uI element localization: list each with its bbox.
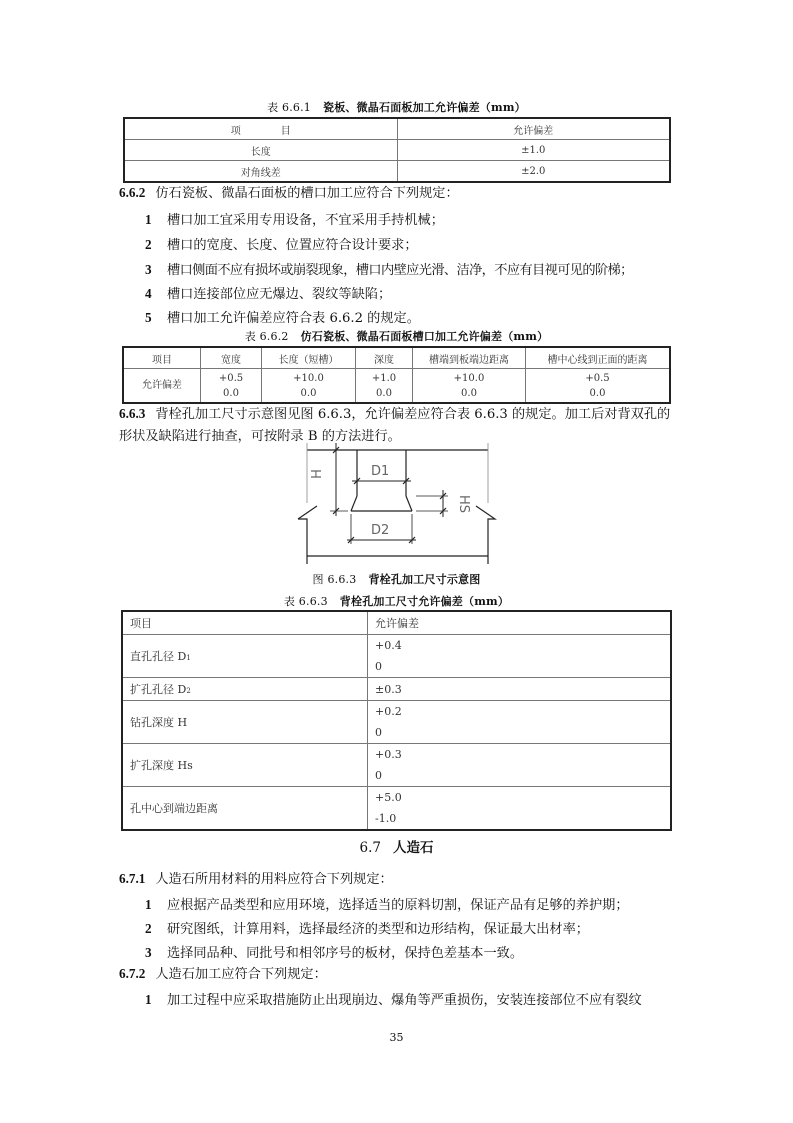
item-text: 槽口的宽度、长度、位置应符合设计要求；	[167, 238, 418, 253]
caption-number: 图 6.6.3	[312, 573, 357, 586]
table-6-6-2	[122, 346, 671, 404]
page-number: 35	[389, 1031, 404, 1044]
table-cell	[368, 678, 672, 701]
table-header-row	[123, 347, 670, 369]
header-cell: 长度（短槽）	[262, 347, 356, 369]
list-item	[145, 259, 685, 278]
clause-number: 6.6.3	[119, 406, 146, 421]
table-cell: 钻孔深度 H	[122, 701, 368, 744]
item-text: 研究图纸，计算用料，选择最经济的类型和边形结构，保证最大出材率；	[167, 922, 589, 937]
item-name: 扩孔孔径 D	[130, 683, 187, 696]
item-number: 5	[145, 310, 152, 325]
clause-text: 人造石所用材料的用料应符合下列规定：	[155, 872, 393, 887]
caption-title: 仿石瓷板、微晶石面板槽口加工允许偏差（mm）	[300, 330, 549, 343]
list-item	[145, 283, 685, 302]
item-text: 槽口加工允许偏差应符合表 6.6.2 的规定。	[167, 311, 420, 326]
hs-label: HS	[456, 494, 471, 514]
caption-number: 表 6.6.2	[244, 330, 289, 343]
list-item	[145, 942, 685, 961]
table-cell: 孔中心到端边距离	[122, 787, 368, 831]
header-cell: 项目	[123, 347, 201, 369]
caption-number: 表 6.6.3	[283, 595, 328, 608]
list-item	[145, 209, 685, 228]
section-title: 人造石	[392, 840, 434, 856]
list-item	[145, 234, 685, 253]
item-text: 槽口侧面不应有损坏或崩裂现象，槽口内壁应光滑、洁净，不应有目视可见的阶梯；	[167, 263, 633, 278]
section-number: 6.7	[359, 840, 381, 856]
item-text: 槽口加工宜采用专用设备，不宜采用手持机械；	[167, 213, 444, 228]
table-cell	[122, 635, 368, 678]
header-cell: 允许偏差	[368, 611, 672, 635]
table-cell	[201, 369, 262, 404]
d2-label: D2	[371, 523, 390, 538]
table-row	[124, 140, 670, 161]
lower-value: 0	[375, 660, 382, 673]
table-header-row	[124, 118, 670, 140]
table-cell	[368, 787, 672, 831]
figure-6-6-3-drawing	[290, 440, 510, 570]
item-text: 选择同品种、同批号和相邻序号的板材，保持色差基本一致。	[167, 946, 524, 961]
item-text: 加工过程中应采取措施防止出现崩边、爆角等严重损伤，安装连接部位不应有裂纹	[167, 993, 642, 1008]
section-6-7-heading	[0, 836, 793, 856]
header-cell: 槽中心线到正面的距离	[526, 347, 671, 369]
table-cell	[413, 369, 526, 404]
lower-value: 0.0	[300, 387, 317, 399]
table-cell: 扩孔深度 Hs	[122, 744, 368, 787]
item-number: 2	[145, 237, 152, 252]
item-subscript: 1	[186, 654, 191, 662]
table-cell	[122, 678, 368, 701]
item-number: 1	[145, 897, 152, 912]
value: ±0.3	[375, 682, 402, 696]
table-6-6-2-caption	[0, 328, 793, 344]
item-number: 2	[145, 921, 152, 936]
clause-number: 6.7.2	[119, 966, 146, 981]
table-row	[122, 635, 671, 678]
table-cell	[368, 635, 672, 678]
left-lower-edge	[298, 519, 307, 564]
table-6-6-3-caption	[0, 593, 793, 609]
hole-right-flare	[406, 496, 412, 511]
lower-value: -1.0	[375, 812, 397, 825]
table-header-row	[122, 611, 671, 635]
table-cell: ±1.0	[397, 140, 670, 161]
table-cell	[526, 369, 671, 404]
lower-value: 0.0	[589, 387, 606, 399]
clause-6-7-1	[119, 868, 674, 891]
clause-number: 6.7.1	[119, 871, 146, 886]
upper-value: +0.5	[218, 372, 244, 384]
item-number: 1	[145, 212, 152, 227]
list-item	[145, 918, 685, 937]
list-item	[145, 989, 685, 1008]
upper-value: +0.4	[375, 639, 402, 652]
table-6-6-1	[123, 117, 671, 183]
item-number: 3	[145, 262, 151, 277]
item-name: 直孔孔径 D	[130, 650, 187, 663]
table-row	[124, 161, 670, 183]
item-subscript: 2	[186, 687, 191, 695]
lower-value: 0	[375, 726, 382, 739]
table-row	[122, 787, 671, 831]
upper-value: +5.0	[375, 791, 402, 804]
clause-text: 背栓孔加工尺寸示意图见图 6.6.3，允许偏差应符合表 6.6.3 的规定。加工后对背双孔的形状及缺陷进行抽查，可按附录 B 的方法进行。	[119, 407, 671, 444]
item-number: 1	[145, 992, 152, 1007]
header-cell: 项目	[122, 611, 368, 635]
caption-title: 瓷板、微晶石面板加工允许偏差（mm）	[323, 101, 526, 114]
lower-value: 0.0	[461, 387, 477, 399]
table-cell	[356, 369, 413, 404]
table-cell: 对角线差	[124, 161, 397, 183]
clause-number: 6.6.2	[119, 185, 146, 200]
h-label: H	[310, 469, 325, 479]
list-item	[145, 307, 685, 326]
lower-value: 0.0	[223, 387, 239, 399]
caption-title: 背栓孔加工尺寸允许偏差（mm）	[339, 595, 510, 608]
left-break-line	[298, 506, 317, 519]
header-cell: 深度	[356, 347, 413, 369]
table-cell	[262, 369, 356, 404]
upper-value: +10.0	[453, 372, 485, 384]
table-row	[122, 744, 671, 787]
upper-value: +1.0	[371, 372, 397, 384]
table-row	[122, 701, 671, 744]
upper-value: +0.2	[375, 705, 402, 718]
right-lower-edge	[476, 506, 495, 564]
item-number: 4	[145, 286, 152, 301]
table-cell	[368, 744, 672, 787]
upper-value: +10.0	[293, 372, 324, 384]
upper-value: +0.3	[375, 748, 402, 761]
list-item	[145, 894, 685, 913]
clause-6-6-2	[119, 182, 674, 205]
item-number: 3	[145, 945, 152, 960]
header-cell: 宽度	[201, 347, 262, 369]
table-6-6-3	[121, 610, 672, 831]
figure-6-6-3-caption	[0, 571, 793, 587]
header-cell: 项 目	[124, 118, 397, 140]
table-row	[122, 678, 671, 701]
hole-left-flare	[351, 496, 357, 511]
lower-value: 0.0	[376, 387, 392, 399]
table-cell: ±2.0	[397, 161, 670, 183]
header-cell: 槽端到板端边距离	[413, 347, 526, 369]
table-cell	[368, 701, 672, 744]
d1-label: D1	[371, 464, 390, 479]
header-cell: 允许偏差	[397, 118, 670, 140]
caption-title: 背栓孔加工尺寸示意图	[368, 573, 481, 586]
upper-value: +0.5	[585, 372, 610, 384]
row-label: 允许偏差	[123, 369, 201, 404]
clause-text: 仿石瓷板、微晶石面板的槽口加工应符合下列规定：	[155, 186, 459, 201]
clause-text: 人造石加工应符合下列规定：	[155, 967, 327, 982]
table-cell: 长度	[124, 140, 397, 161]
table-row	[123, 369, 670, 404]
item-text: 应根据产品类型和应用环境，选择适当的原料切割，保证产品有足够的养护期；	[167, 898, 629, 913]
table-6-6-1-caption	[0, 99, 793, 115]
clause-6-7-2	[119, 963, 674, 986]
item-text: 槽口连接部位应无爆边、裂纹等缺陷；	[167, 287, 392, 302]
caption-number: 表 6.6.1	[267, 101, 311, 114]
lower-value: 0	[375, 769, 382, 782]
